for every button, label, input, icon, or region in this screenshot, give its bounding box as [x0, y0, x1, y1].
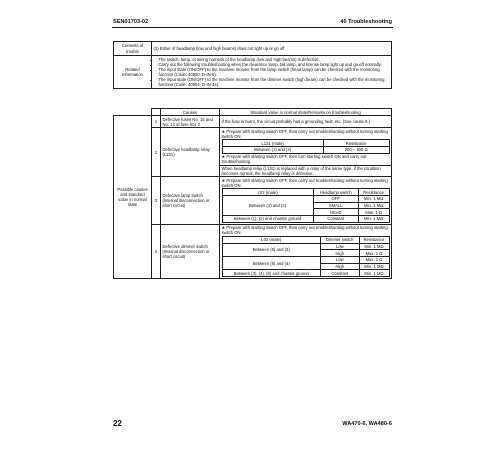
page-header-right: 40 Troubleshooting [340, 19, 392, 25]
header-rule [112, 27, 393, 28]
related-item: • Carry out the following troubleshooting when the clearance lamp, tail lamp, and license lamp light up and go off normally. [159, 62, 390, 67]
contents-text: (2) Either of headlamp (low and high beams) does not light up or go off. [152, 42, 392, 56]
related-item: • The input state (ON/OFF) to the machine monitor from the lamp switch (head lamp) can be checked with the monitoring function (Code: 40900, D-IN-5). [159, 67, 390, 77]
contents-label: Contents of trouble [114, 42, 152, 56]
prep-note: ★ Prepare with starting switch OFF, then carry out troubleshooting without turning starting switch ON. [221, 128, 388, 139]
sub-cell: HEAD [313, 209, 358, 216]
prep-note: ★ Prepare with starting switch OFF, then carry out troubleshooting without turning starting switch ON. [221, 177, 388, 188]
cause-name: Defective dimmer switch (Internal disconnection or short circuit) [161, 224, 220, 278]
cause-row-1 [114, 116, 392, 128]
blank-cell [114, 109, 152, 116]
cause-remark [220, 224, 392, 278]
cause-remark [220, 177, 392, 225]
sub-cell: Min. 1 MΩ [359, 263, 389, 270]
sub-heading: L02 (male) [222, 237, 321, 244]
sub-heading: L131 (male) [222, 140, 323, 147]
causes-table [113, 108, 392, 279]
causes-heading: Causes [161, 109, 220, 116]
sub-cell: OFF [313, 196, 358, 203]
sub-cell: Constant [313, 216, 358, 223]
sub-cell: High [321, 263, 359, 270]
replacement-note: When headlamp relay (L131) is replaced with a relay of the same type, if the condition becomes normal, the headlamp relay is defective. [220, 165, 391, 176]
sub-cell: High [321, 250, 359, 257]
sub-cell: Constant [321, 270, 359, 277]
related-item: • The input state (ON/OFF) to the machine monitor from the dimmer switch (high beam) can be checked with the monitoring function (Code: 40904, D-IN-34). [159, 77, 390, 87]
model-label: WA470-6, WA480-6 [342, 421, 392, 427]
sub-cell: Min. 1 MΩ [358, 202, 389, 209]
sub-cell: Min. 1 MΩ [359, 270, 389, 277]
resistance-table [222, 139, 390, 153]
sub-cell: Low [321, 243, 359, 250]
prep-note: ★ Prepare with starting switch OFF, then carry out troubleshooting without turning starting switch ON. [221, 225, 388, 236]
sub-cell: Max. 1 Ω [359, 250, 389, 257]
sub-heading: Dimmer switch [321, 237, 359, 244]
sub-heading: Resistance [358, 189, 389, 196]
contents-row [114, 42, 392, 56]
cause-name: Defective fuses No. 15 and No. 14 of fuse box 2 [161, 116, 220, 128]
related-row [114, 56, 392, 89]
resistance-table [222, 236, 390, 277]
cause-row-2 [114, 128, 392, 177]
sub-cell: Min. 1 MΩ [358, 216, 389, 223]
sub-cell: Min. 1 MΩ [358, 196, 389, 203]
blank-cell [152, 109, 161, 116]
related-label: Related information [114, 56, 152, 89]
cause-row-3 [114, 177, 392, 225]
possible-causes-label: Possible causes and standard value in normal state [114, 116, 152, 279]
prep-note: ★ Prepare with starting switch OFF, then turn starting switch ON and carry out troubleshooting. [221, 154, 367, 165]
sub-cell: SMALL [313, 202, 358, 209]
related-item: • The switch, lamp, or wiring harness of the headlamp (low and high beams) is defective. [159, 57, 390, 62]
sub-heading: Resistance [359, 237, 389, 244]
sub-cell: Max. 1 Ω [359, 257, 389, 264]
sub-cell: Between (1) and (2) [222, 147, 323, 154]
resistance-table [222, 188, 390, 222]
sub-cell: Between (6) and (4) [222, 257, 321, 270]
sub-cell: Min. 1 MΩ [359, 243, 389, 250]
cause-remark: If the fuse is burnt, the circuit probably has a grounding fault, etc. (See cause 6.) [220, 116, 392, 128]
cause-row-4 [114, 224, 392, 278]
cause-remark [220, 128, 392, 177]
sub-cell: Between (1) and (2) [222, 196, 313, 216]
sub-cell: 200 – 400 Ω [323, 147, 389, 154]
standard-heading: Standard value in normal state/Remarks on troubleshooting [220, 109, 392, 116]
cause-name: Defective lamp switch (Internal disconnection or short circuit) [161, 177, 220, 225]
page-header-left: SEN01703-02 [113, 19, 149, 25]
sub-cell: Max. 1 Ω [358, 209, 389, 216]
cause-name: Defective headlamp relay (L131) [161, 128, 220, 177]
causes-header-row [114, 109, 392, 116]
sub-cell: Between (1), (2) and chassis ground [222, 216, 313, 223]
cause-number: 4 [152, 224, 161, 278]
related-text [152, 56, 392, 89]
cause-number: 2 [152, 128, 161, 177]
trouble-info-table [113, 41, 392, 89]
page-number: 22 [113, 419, 122, 428]
sub-cell: Between (6) and (3) [222, 243, 321, 256]
cause-number: 3 [152, 177, 161, 225]
sub-cell: Between (3), (4), (6) and chassis ground [222, 270, 321, 277]
sub-heading: L02 (male) [222, 189, 313, 196]
sub-heading: Headlamp switch [313, 189, 358, 196]
sub-cell: Low [321, 257, 359, 264]
cause-number: 1 [152, 116, 161, 128]
sub-heading: Resistance [323, 140, 389, 147]
